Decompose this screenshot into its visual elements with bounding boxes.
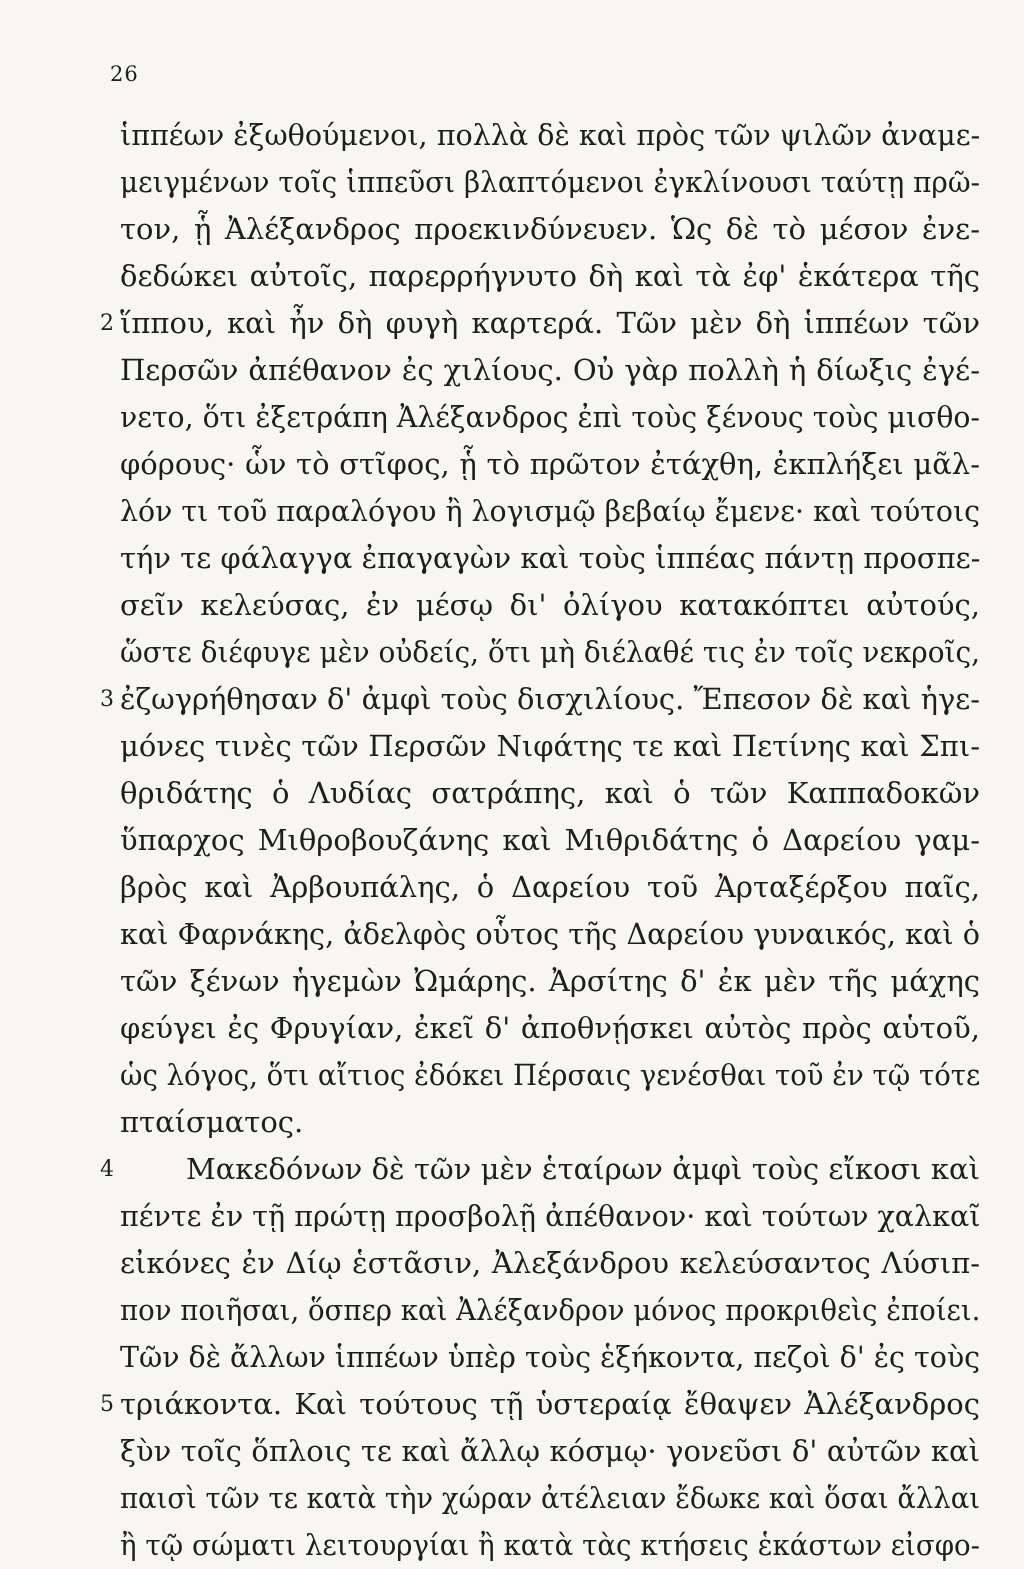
text-line [120, 1287, 980, 1334]
text-line [120, 394, 980, 441]
line-text: ἐζωγρήθησαν δ' ἀμφὶ τοὺς δισχιλίους. Ἔπεσον δὲ καὶ ἡγε- [120, 682, 980, 716]
line-text: τήν τε φάλαγγα ἐπαγαγὼν καὶ τοὺς ἱππέας πάντῃ προσπε- [120, 541, 981, 575]
line-text: ὥστε διέφυγε μὲν οὐδείς, ὅτι μὴ διέλαθέ τις ἐν τοῖς νεκροῖς, [120, 635, 980, 669]
section-number: 3 [100, 687, 114, 712]
line-text: Περσῶν ἀπέθανον ἐς χιλίους. Οὐ γὰρ πολλὴ ἡ δίωξις ἐγέ- [120, 353, 980, 387]
line-text: λόν τι τοῦ παραλόγου ἢ λογισμῷ βεβαίῳ ἔμενε· καὶ τούτοις [120, 494, 980, 528]
text-line [120, 1428, 980, 1475]
line-text: Μακεδόνων δὲ τῶν μὲν ἑταίρων ἀμφὶ τοὺς εἴκοσι καὶ [186, 1152, 980, 1186]
line-text: παισὶ τῶν τε κατὰ τὴν χώραν ἀτέλειαν ἔδωκε καὶ ὅσαι ἄλλαι [120, 1481, 980, 1515]
text-line [120, 1334, 980, 1381]
line-text: φεύγει ἐς Φρυγίαν, ἐκεῖ δ' ἀποθνῄσκει αὐτὸς πρὸς αὑτοῦ, [120, 1011, 980, 1045]
line-text: φόρους· ὧν τὸ στῖφος, ᾗ τὸ πρῶτον ἐτάχθη, ἐκπλήξει μᾶλ- [120, 447, 980, 481]
text-line [120, 441, 980, 488]
text-line [120, 112, 980, 159]
line-text: ἵππου, καὶ ἦν δὴ φυγὴ καρτερά. Τῶν μὲν δὴ ἱππέων τῶν [120, 306, 980, 340]
line-text: εἰκόνες ἐν Δίῳ ἑστᾶσιν, Ἀλεξάνδρου κελεύσαντος Λύσιπ- [120, 1246, 980, 1280]
text-line [120, 958, 980, 1005]
text-line [100, 1381, 980, 1428]
section-number: 4 [100, 1157, 114, 1182]
text-line [120, 206, 980, 253]
line-text: βρὸς καὶ Ἀρβουπάλης, ὁ Δαρείου τοῦ Ἀρταξέρξου παῖς, [120, 870, 980, 904]
line-text: πέντε ἐν τῇ πρώτῃ προσβολῇ ἀπέθανον· καὶ τούτων χαλκαῖ [120, 1199, 981, 1233]
text-line [120, 723, 980, 770]
line-text: τῶν ξένων ἡγεμὼν Ὠμάρης. Ἀρσίτης δ' ἐκ μὲν τῆς μάχης [120, 964, 980, 998]
text-line [120, 1005, 980, 1052]
line-text: καὶ Φαρνάκης, ἀδελφὸς οὗτος τῆς Δαρείου γυναικός, καὶ ὁ [120, 917, 980, 951]
text-line [120, 253, 980, 300]
text-line [120, 864, 980, 911]
text-line [120, 1475, 980, 1522]
line-text: θριδάτης ὁ Λυδίας σατράπης, καὶ ὁ τῶν Καππαδοκῶν [120, 776, 980, 810]
text-line [100, 676, 980, 723]
section-number: 5 [100, 1392, 114, 1417]
line-text: τον, ᾗ Ἀλέξανδρος προεκινδύνευεν. Ὡς δὲ τὸ μέσον ἐνε- [120, 212, 980, 246]
line-text: ὡς λόγος, ὅτι αἴτιος ἐδόκει Πέρσαις γενέσθαι τοῦ ἐν τῷ τότε [120, 1058, 981, 1092]
text-line [100, 1146, 980, 1193]
body-text [100, 112, 981, 1569]
text-line [120, 159, 980, 206]
line-text: πταίσματος. [120, 1105, 304, 1139]
text-line [120, 488, 980, 535]
line-text: ὕπαρχος Μιθροβουζάνης καὶ Μιθριδάτης ὁ Δαρείου γαμ- [120, 823, 980, 857]
line-text: τριάκοντα. Καὶ τούτους τῇ ὑστεραίᾳ ἔθαψεν Ἀλέξανδρος [120, 1387, 980, 1421]
text-line [120, 1240, 980, 1287]
text-line [120, 1052, 980, 1099]
line-text: μόνες τινὲς τῶν Περσῶν Νιφάτης τε καὶ Πετίνης καὶ Σπι- [120, 729, 980, 763]
line-text: ξὺν τοῖς ὅπλοις τε καὶ ἄλλῳ κόσμῳ· γονεῦσι δ' αὐτῶν καὶ [120, 1434, 980, 1468]
line-text: ἱππέων ἐξωθούμενοι, πολλὰ δὲ καὶ πρὸς τῶν ψιλῶν ἀναμε- [120, 118, 981, 152]
line-text: ἢ τῷ σώματι λειτουργίαι ἢ κατὰ τὰς κτήσεις ἑκάστων εἰσφο- [120, 1528, 980, 1562]
line-text: Τῶν δὲ ἄλλων ἱππέων ὑπὲρ τοὺς ἑξήκοντα, πεζοὶ δ' ἐς τοὺς [120, 1340, 981, 1374]
text-line [120, 535, 980, 582]
text-line [120, 582, 980, 629]
text-line [120, 1193, 980, 1240]
text-line [120, 1522, 980, 1569]
line-text: νετο, ὅτι ἐξετράπη Ἀλέξανδρος ἐπὶ τοὺς ξένους τοὺς μισθο- [120, 400, 980, 434]
line-text: δεδώκει αὐτοῖς, παρερρήγνυτο δὴ καὶ τὰ ἐφ' ἑκάτερα τῆς [120, 259, 980, 293]
text-line [120, 347, 980, 394]
text-line [120, 817, 980, 864]
text-line [120, 1099, 980, 1146]
section-number: 2 [100, 311, 114, 336]
line-text: πον ποιῆσαι, ὅσπερ καὶ Ἀλέξανδρον μόνος προκριθεὶς ἐποίει. [120, 1293, 981, 1327]
text-line [120, 770, 980, 817]
line-text: σεῖν κελεύσας, ἐν μέσῳ δι' ὀλίγου κατακόπτει αὐτούς, [120, 588, 980, 622]
line-text: μειγμένων τοῖς ἱππεῦσι βλαπτόμενοι ἐγκλίνουσι ταύτῃ πρῶ- [120, 165, 980, 199]
page-number: 26 [110, 62, 139, 86]
text-line [120, 911, 980, 958]
text-line [120, 629, 980, 676]
text-line [100, 300, 980, 347]
